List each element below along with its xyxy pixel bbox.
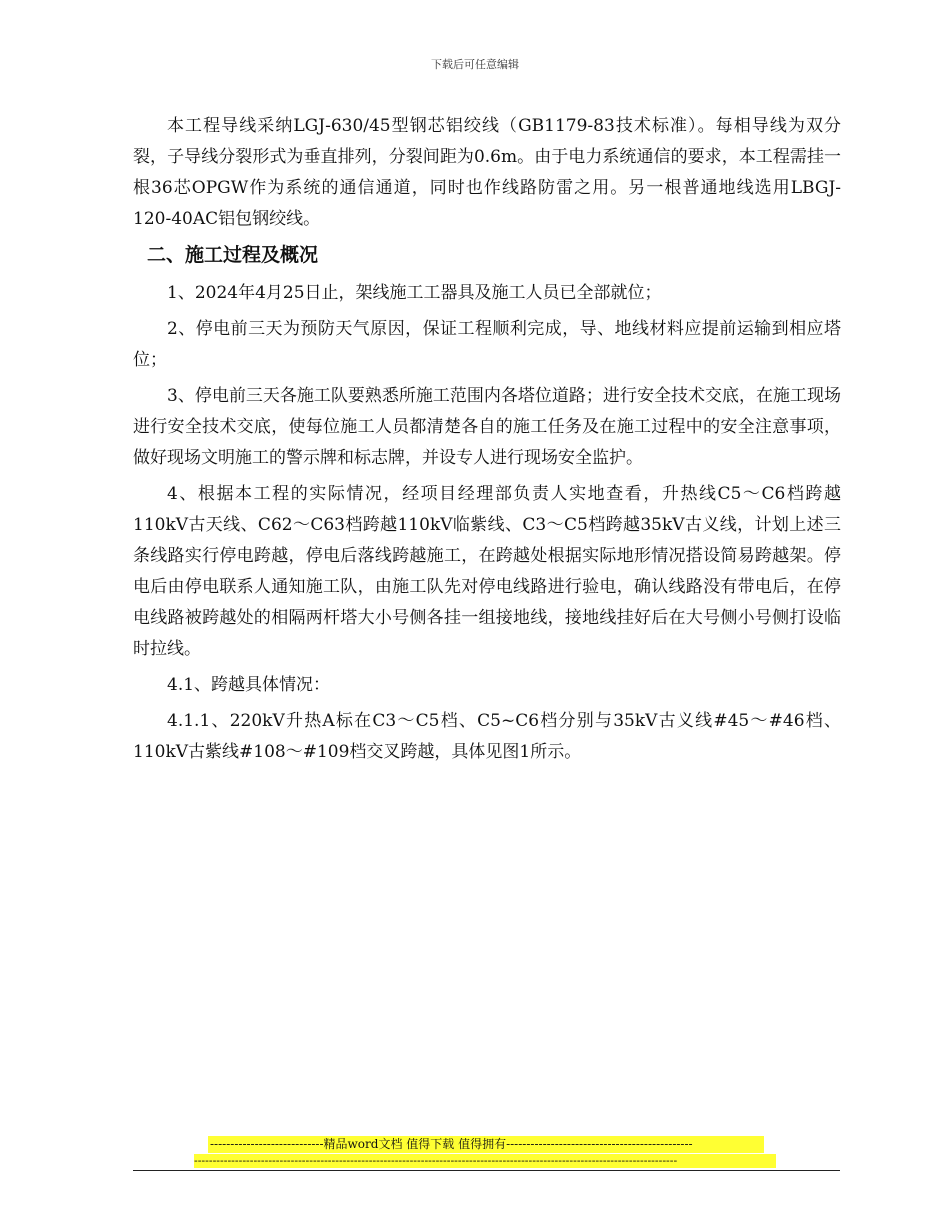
page-header: 下载后可任意编辑 [431,58,519,71]
document-body [133,111,841,773]
section-heading: 二、施工过程及概况 [147,244,319,266]
list-item-2: 2、停电前三天为预防天气原因，保证工程顺利完成，导、地线材料应提前运输到相应塔位； [133,319,841,370]
list-item-4: 4、根据本工程的实际情况，经项目经理部负责人实地查看，升热线C5～C6档跨越110kV古天线、C62～C63档跨越110kV临紫线、C3～C5档跨越35kV古义线，计划上述三条线路实行停电跨越，停电后落线跨越施工，在跨越处根据实际地形情况搭设简易跨越架。停电后由停电联系人通知施工队，由施工队先对停电线路进行验电，确认线路没有带电后，在停电线路被跨越处的相隔两杆塔大小号侧各挂一组接地线，接地线挂好后在大号侧小号侧打设临时拉线。 [133,484,841,659]
footer-banner-line-2: ---------------------------------------------------------------------------------------------------------------------------------- [194,1154,776,1168]
intro-paragraph: 本工程导线采纳LGJ-630/45型钢芯铝绞线（GB1179-83技术标准）。每相导线为双分裂，子导线分裂形式为垂直排列，分裂间距为0.6m。由于电力系统通信的要求，本工程需挂一根36芯OPGW作为系统的通信通道，同时也作线路防雷之用。另一根普通地线选用LBGJ-120-40AC铝包钢绞线。 [133,116,841,229]
list-item-1: 1、2024年4月25日止，架线施工工器具及施工人员已全部就位； [167,283,662,303]
footer-divider [133,1170,840,1171]
footer-banner-line-1: ----------------------------精品word文档 值得下载 值得拥有---------------------------------------------- [208,1136,764,1153]
list-item-4-1-1: 4.1.1、220kV升热A标在C3～C5档、C5~C6档分别与35kV古义线#45～#46档、110kV古紫线#108～#109档交叉跨越，具体见图1所示。 [133,711,841,762]
list-item-3: 3、停电前三天各施工队要熟悉所施工范围内各塔位道路；进行安全技术交底，在施工现场进行安全技术交底，使每位施工人员都清楚各自的施工任务及在施工过程中的安全注意事项，做好现场文明施工的警示牌和标志牌，并设专人进行现场安全监护。 [133,386,841,468]
list-item-4-1: 4.1、跨越具体情况： [167,675,331,695]
